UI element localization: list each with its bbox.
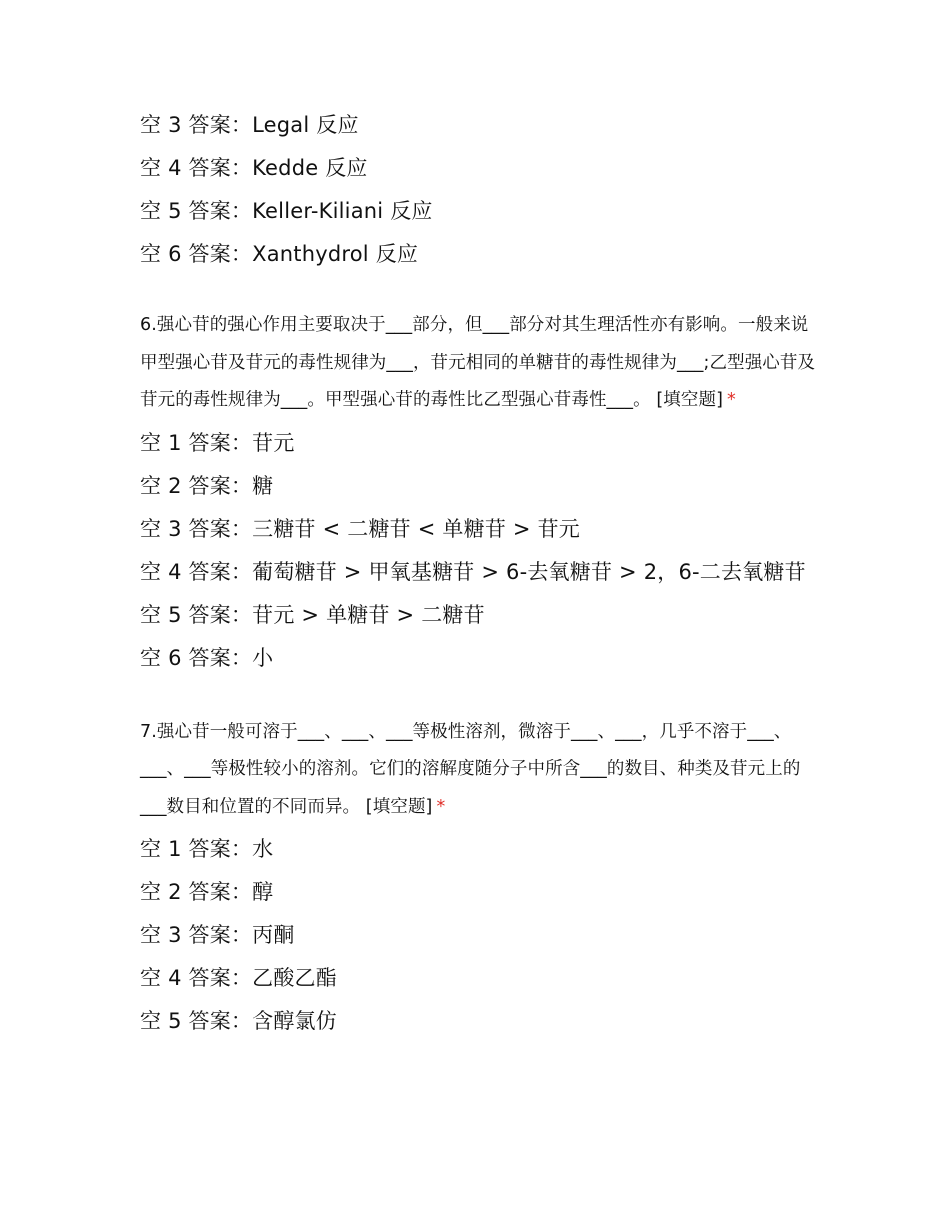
- answer-line: [140, 1000, 820, 1043]
- answer-line: [140, 594, 820, 637]
- answer-label: 空 4 答案：: [140, 559, 253, 584]
- answer-value: Kedde 反应: [252, 156, 368, 180]
- spacer: [140, 680, 820, 714]
- answer-value: 葡萄糖苷 > 甲氧基糖苷 > 6-去氧糖苷 > 2，6-二去氧糖苷: [252, 559, 806, 584]
- spacer: [140, 276, 820, 307]
- answer-line: [140, 233, 820, 276]
- answer-value: 三糖苷 < 二糖苷 < 单糖苷 > 苷元: [252, 516, 580, 541]
- question-7: [140, 714, 820, 1044]
- answer-label: 空 6 答案：: [140, 645, 253, 670]
- answer-line: [140, 465, 820, 508]
- document-content: [140, 104, 820, 1043]
- answer-line: [140, 190, 820, 233]
- answer-value: 苷元 > 单糖苷 > 二糖苷: [252, 602, 485, 627]
- answer-label: 空 2 答案：: [140, 880, 253, 904]
- answer-value: Xanthydrol 反应: [252, 242, 419, 266]
- answer-line: [140, 147, 820, 190]
- answer-value: 水: [252, 837, 274, 861]
- question-text: [140, 307, 820, 420]
- answer-value: Keller-Kiliani 反应: [252, 199, 433, 223]
- question-7-answers: [140, 828, 820, 1043]
- answer-label: 空 6 答案：: [140, 242, 253, 266]
- question-6-text: 6.强心苷的强心作用主要取决于___部分，但___部分对其生理活性亦有影响。一般来说甲型强心苷及苷元的毒性规律为___，苷元相同的单糖苷的毒性规律为___;乙型强心苷及苷元的毒性规律为___。甲型强心苷的毒性比乙型强心苷毒性___。 [填空题]: [140, 315, 816, 410]
- answer-value: 含醇氯仿: [252, 1009, 337, 1033]
- answer-value: 苷元: [252, 430, 295, 455]
- answer-line: [140, 828, 820, 871]
- answer-value: 乙酸乙酯: [252, 966, 337, 990]
- answer-label: 空 5 答案：: [140, 199, 253, 223]
- answer-label: 空 1 答案：: [140, 430, 253, 455]
- answer-value: 丙酮: [252, 923, 295, 947]
- question-text: [140, 714, 820, 827]
- prev-question-answers: [140, 104, 820, 276]
- question-6: [140, 307, 820, 680]
- answer-value: Legal 反应: [252, 113, 359, 137]
- answer-value: 醇: [252, 880, 274, 904]
- answer-label: 空 5 答案：: [140, 1009, 253, 1033]
- answer-label: 空 5 答案：: [140, 602, 253, 627]
- answer-line: [140, 104, 820, 147]
- required-mark: *: [436, 796, 446, 817]
- answer-value: 小: [252, 645, 274, 670]
- answer-label: 空 4 答案：: [140, 156, 253, 180]
- answer-label: 空 3 答案：: [140, 923, 253, 947]
- answer-line: [140, 422, 820, 465]
- answer-line: [140, 957, 820, 1000]
- answer-line: [140, 637, 820, 680]
- question-7-text: 7.强心苷一般可溶于___、___、___等极性溶剂，微溶于___、___，几乎不溶于___、___、___等极性较小的溶剂。它们的溶解度随分子中所含___的数目、种类及苷元上的___数目和位置的不同而异。 [填空题]: [140, 721, 801, 817]
- answer-label: 空 1 答案：: [140, 837, 253, 861]
- answer-line: [140, 914, 820, 957]
- answer-line: [140, 508, 820, 551]
- answer-value: 糖: [252, 473, 274, 498]
- answer-label: 空 3 答案：: [140, 113, 253, 137]
- answer-line: [140, 551, 820, 594]
- question-6-answers: [140, 422, 820, 680]
- answer-label: 空 2 答案：: [140, 473, 253, 498]
- answer-label: 空 3 答案：: [140, 516, 253, 541]
- answer-label: 空 4 答案：: [140, 966, 253, 990]
- answer-line: [140, 871, 820, 914]
- required-mark: *: [727, 390, 736, 410]
